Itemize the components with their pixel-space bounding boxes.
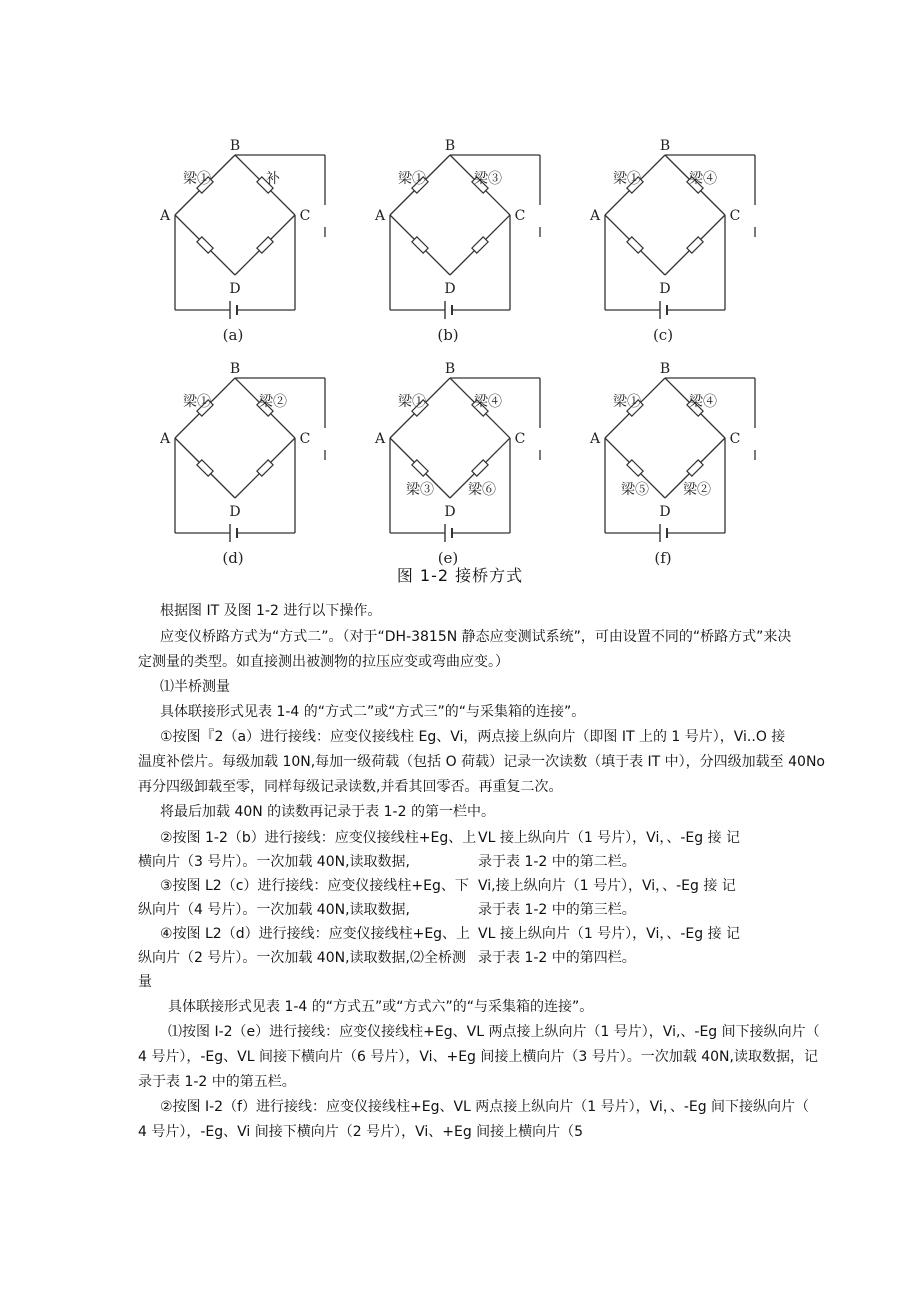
node-label-a: A bbox=[374, 208, 386, 224]
diagram-label: (e) bbox=[437, 549, 459, 567]
gauge-label-upper-left: 梁① bbox=[613, 171, 641, 187]
diagram-label: (a) bbox=[222, 326, 244, 344]
gauge-label-upper-left: 梁① bbox=[398, 171, 426, 187]
gauge-label-upper-right: 梁③ bbox=[474, 171, 502, 187]
branch-ad-resistor bbox=[412, 237, 428, 253]
paragraph-step-b-right-1: VL 接上纵向片（1 号片），Vi，、-Eg 接 记 bbox=[478, 830, 741, 846]
paragraph-step-c-left-2: 纵向片（4 号片）。一次加载 40N,读取数据, bbox=[138, 902, 410, 918]
branch-cd-resistor bbox=[472, 237, 488, 253]
node-label-b: B bbox=[659, 361, 671, 377]
gauge-label-lower-right: 梁② bbox=[683, 482, 711, 498]
diagram-label: (b) bbox=[437, 326, 459, 344]
bridge-diagrams bbox=[150, 135, 770, 580]
paragraph-step-c-right-1: Vi,接上纵向片（1 号片），Vi，、-Eg 接 记 bbox=[478, 878, 736, 894]
gauge-label-upper-right: 梁② bbox=[259, 394, 287, 410]
gauge-label-lower-right: 梁⑥ bbox=[468, 482, 496, 498]
branch-ad-resistor bbox=[197, 237, 213, 253]
gauge-label-upper-right: 补 bbox=[266, 171, 280, 187]
node-label-b: B bbox=[659, 138, 671, 154]
node-label-c: C bbox=[514, 208, 526, 224]
node-label-a: A bbox=[589, 208, 601, 224]
gauge-label-lower-left: 梁③ bbox=[406, 482, 434, 498]
paragraph-half-bridge-connection: 具体联接形式见表 1-4 的“方式二”或“方式三”的“与采集箱的连接”。 bbox=[160, 704, 586, 720]
paragraph-step-e-1: ⑴按图 I-2（e）进行接线：应变仪接线柱+Eg、VL 两点接上纵向片（1 号片），Vi,、-Eg 间下接纵向片（ bbox=[168, 1024, 820, 1040]
node-label-d: D bbox=[444, 504, 456, 520]
node-label-c: C bbox=[729, 208, 741, 224]
paragraph-step-d-right-1: VL 接上纵向片（1 号片），Vi，、-Eg 接 记 bbox=[478, 926, 741, 942]
node-label-b: B bbox=[229, 138, 241, 154]
paragraph-step-b-left-2: 横向片（3 号片）。一次加载 40N,读取数据, bbox=[138, 854, 410, 870]
paragraph-step-d-left-1: ④按图 L2（d）进行接线：应变仪接线柱+Eg、上 bbox=[160, 926, 471, 942]
node-label-c: C bbox=[299, 208, 311, 224]
figure-caption: 图 1-2 接桥方式 bbox=[396, 566, 524, 585]
branch-ad-resistor bbox=[197, 460, 213, 476]
node-label-d: D bbox=[229, 281, 241, 297]
branch-ad-resistor bbox=[412, 460, 428, 476]
branch-cd-resistor bbox=[687, 460, 703, 476]
paragraph-step-d-right-2: 录于表 1-2 中的第四栏。 bbox=[478, 950, 636, 966]
paragraph-step-d-left-2: 纵向片（2 号片）。一次加载 40N,读取数据,⑵全桥测 bbox=[138, 950, 466, 966]
paragraph-full-bridge-tail: 量 bbox=[138, 974, 152, 990]
node-label-d: D bbox=[659, 504, 671, 520]
gauge-label-lower-left: 梁⑤ bbox=[621, 482, 649, 498]
paragraph-step-a-1: ①按图『2（a）进行接线：应变仪接线柱 Eg、Vi，两点接上纵向片（即图 IT 上的 1 号片），Vi..O 接 bbox=[160, 729, 786, 745]
bridge-diagram-4 bbox=[159, 361, 325, 567]
bridge-diagrams-svg bbox=[150, 135, 770, 580]
node-label-b: B bbox=[444, 361, 456, 377]
gauge-label-upper-left: 梁① bbox=[398, 394, 426, 410]
gauge-label-upper-right: 梁④ bbox=[689, 171, 717, 187]
node-label-c: C bbox=[729, 431, 741, 447]
gauge-label-upper-left: 梁① bbox=[183, 394, 211, 410]
node-label-a: A bbox=[159, 431, 171, 447]
paragraph-step-e-2: 4 号片），-Eg、VL 间接下横向片（6 号片），Vi、+Eg 间接上横向片（3 号片）。一次加载 40N,读取数据，记 bbox=[138, 1049, 818, 1065]
paragraph-step-c-right-2: 录于表 1-2 中的第三栏。 bbox=[478, 902, 636, 918]
section-half-bridge: ⑴半桥测量 bbox=[160, 679, 230, 695]
gauge-label-upper-left: 梁① bbox=[183, 171, 211, 187]
node-label-d: D bbox=[444, 281, 456, 297]
paragraph-step-b-left-1: ②按图 1-2（b）进行接线：应变仪接线柱+Eg、上 bbox=[160, 830, 477, 846]
node-label-b: B bbox=[444, 138, 456, 154]
paragraph-step-e-3: 录于表 1-2 中的第五栏。 bbox=[138, 1074, 296, 1090]
bridge-diagram-3 bbox=[589, 138, 755, 344]
paragraph-step-a-2: 温度补偿片。每级加载 10N,每加一级荷载（包括 O 荷载）记录一次读数（填于表 IT 中），分四级加载至 40No bbox=[138, 754, 825, 770]
node-label-c: C bbox=[299, 431, 311, 447]
branch-cd-resistor bbox=[257, 460, 273, 476]
node-label-d: D bbox=[229, 504, 241, 520]
paragraph-full-bridge-connection: 具体联接形式见表 1-4 的“方式五”或“方式六”的“与采集箱的连接”。 bbox=[168, 999, 594, 1015]
node-label-a: A bbox=[374, 431, 386, 447]
gauge-label-upper-left: 梁① bbox=[613, 394, 641, 410]
branch-cd-resistor bbox=[472, 460, 488, 476]
branch-ad-resistor bbox=[627, 460, 643, 476]
paragraph-step-f-1: ②按图 I-2（f）进行接线：应变仪接线柱+Eg、VL 两点接上纵向片（1 号片），Vi，、-Eg 间下接纵向片（ bbox=[160, 1099, 810, 1115]
branch-ad-resistor bbox=[627, 237, 643, 253]
paragraph-step-a-3: 再分四级卸载至零，同样每级记录读数,并看其回零否。再重复二次。 bbox=[138, 779, 563, 795]
bridge-diagram-2 bbox=[374, 138, 540, 344]
node-label-c: C bbox=[514, 431, 526, 447]
paragraph-intro: 根据图 IT 及图 1-2 进行以下操作。 bbox=[160, 603, 382, 619]
node-label-a: A bbox=[589, 431, 601, 447]
paragraph-step-c-left-1: ③按图 L2（c）进行接线：应变仪接线柱+Eg、下 bbox=[160, 878, 469, 894]
paragraph-bridge-mode-1: 应变仪桥路方式为“方式二”。（对于“DH-3815N 静态应变测试系统”，可由设置不同的“桥路方式”来决 bbox=[160, 629, 792, 645]
paragraph-record-first: 将最后加载 40N 的读数再记录于表 1-2 的第一栏中。 bbox=[160, 804, 495, 820]
paragraph-step-f-2: 4 号片），-Eg、Vi 间接下横向片（2 号片），Vi、+Eg 间接上横向片（5 bbox=[138, 1124, 584, 1140]
branch-cd-resistor bbox=[257, 237, 273, 253]
gauge-label-upper-right: 梁④ bbox=[474, 394, 502, 410]
gauge-label-upper-right: 梁④ bbox=[689, 394, 717, 410]
branch-cd-resistor bbox=[687, 237, 703, 253]
diagram-label: (d) bbox=[222, 549, 244, 567]
node-label-a: A bbox=[159, 208, 171, 224]
paragraph-step-b-right-2: 录于表 1-2 中的第二栏。 bbox=[478, 854, 636, 870]
diagram-label: (c) bbox=[652, 326, 674, 344]
node-label-b: B bbox=[229, 361, 241, 377]
diagram-label: (f) bbox=[654, 549, 672, 567]
paragraph-bridge-mode-2: 定测量的类型。如直接测出被测物的拉压应变或弯曲应变。） bbox=[138, 654, 509, 670]
bridge-diagram-1 bbox=[159, 138, 325, 344]
bridge-diagram-5 bbox=[374, 361, 540, 567]
node-label-d: D bbox=[659, 281, 671, 297]
bridge-diagram-6 bbox=[589, 361, 755, 567]
